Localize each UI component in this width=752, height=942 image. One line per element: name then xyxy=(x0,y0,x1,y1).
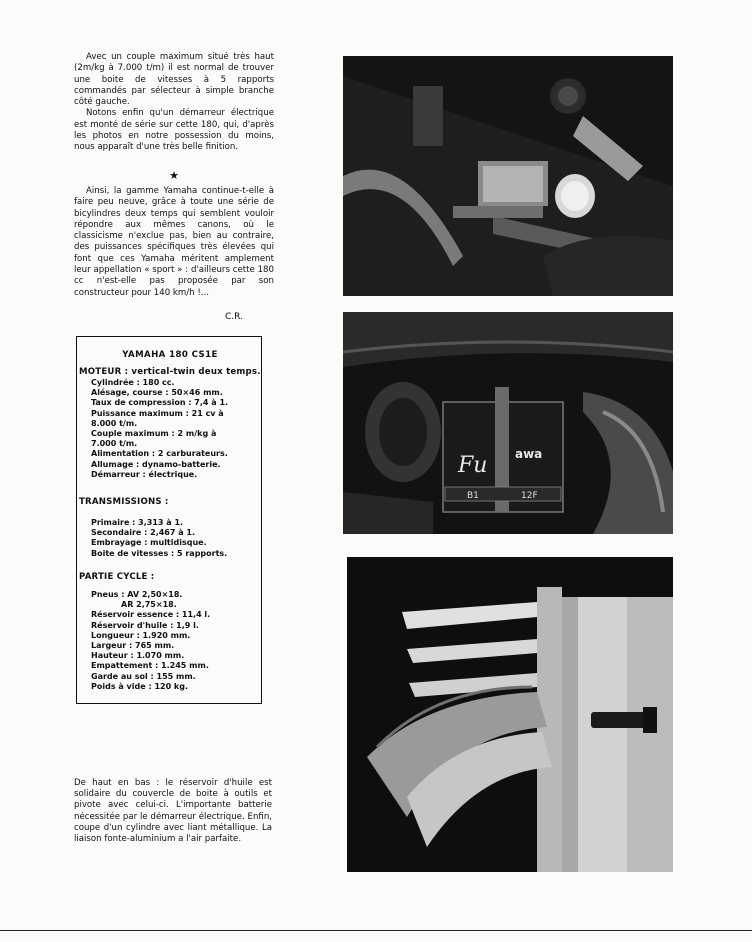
separator-star: ★ xyxy=(169,169,179,182)
spec-line: AR 2,75×18. xyxy=(121,600,177,610)
specs-heading-transmissions: TRANSMISSIONS : xyxy=(79,497,169,507)
spec-line: Empattement : 1.245 mm. xyxy=(91,661,209,671)
spec-line: Pneus : AV 2,50×18. xyxy=(91,590,183,599)
spec-line: Secondaire : 2,467 à 1. xyxy=(91,528,196,538)
article-text-top xyxy=(74,52,274,154)
spec-line: Couple maximum : 2 m/kg à xyxy=(91,429,217,439)
specs-heading-moteur: MOTEUR : vertical-twin deux temps. xyxy=(79,367,261,377)
spec-line: Alésage, course : 50×46 mm. xyxy=(91,388,223,398)
battery-brand-left: Fu xyxy=(458,453,488,478)
specs-box xyxy=(76,336,262,704)
spec-line: Allumage : dynamo-batterie. xyxy=(91,459,221,469)
spec-line: Hauteur : 1.070 mm. xyxy=(91,651,185,661)
spec-line: Primaire : 3,313 à 1. xyxy=(91,518,184,527)
photo-battery xyxy=(343,312,673,534)
photo-oil-tank xyxy=(343,56,673,296)
spec-line: Alimentation : 2 carburateurs. xyxy=(91,449,228,459)
spec-line: Garde au sol : 155 mm. xyxy=(91,671,196,681)
paragraph-2: Notons enfin qu'un démarreur électrique est monté de série sur cette 180, qui, d'après les photos en notre possession du moins, nous apparaît d'une très belle finition. xyxy=(74,108,274,153)
battery-code-left: B1 xyxy=(467,491,479,501)
photo-cylinder-drawing xyxy=(347,557,673,872)
specs-heading-partie-cycle: PARTIE CYCLE : xyxy=(79,572,155,582)
specs-list-transmissions xyxy=(91,518,267,559)
spec-line: Réservoir essence : 11,4 l. xyxy=(91,610,211,620)
spec-line: Boite de vitesses : 5 rapports. xyxy=(91,548,228,558)
paragraph-1: Avec un couple maximum situé très haut (2m/kg à 7.000 t/m) il est normal de trouver une boite de vitesses à 5 rapports commandés par sélecteur à simple branche côté gauche. xyxy=(74,52,274,108)
page-bottom-edge xyxy=(0,930,752,931)
spec-line: Démarreur : électrique. xyxy=(91,469,198,479)
battery-brand-right: awa xyxy=(515,447,543,461)
signature: C.R. xyxy=(225,312,243,322)
spec-line: Embrayage : multidisque. xyxy=(91,538,207,548)
specs-list-partie-cycle xyxy=(91,590,267,692)
spec-line: Poids à vide : 120 kg. xyxy=(91,681,189,691)
spec-line: Cylindrée : 180 cc. xyxy=(91,378,175,387)
photo-caption: De haut en bas : le réservoir d'huile est solidaire du couvercle de boite à outils et pivote avec celui-ci. L'importante batterie nécessitée par le démarreur électrique. Enfin, coupe d'un cylindre avec liant métallique. La liaison fonte-aluminium a l'air parfaite. xyxy=(74,778,272,845)
spec-line: 7.000 t/m. xyxy=(91,439,138,449)
paragraph-3: Ainsi, la gamme Yamaha continue-t-elle à faire peu neuve, grâce à toute une série de bicylindres deux temps qui semblent vouloir répondre aux mêmes canons, où le classicisme n'exclue pas, bien au contraire, des puissances spécifiques très élevées qui font que ces Yamaha méritent amplement leur appellation « sport » : d'ailleurs cette 180 cc n'est-elle pas proposée par son constructeur pour 140 km/h !... xyxy=(74,186,274,298)
spec-line: Réservoir d'huile : 1,9 l. xyxy=(91,620,199,630)
spec-line: Puissance maximum : 21 cv à xyxy=(91,408,224,418)
photo-oil-tank-drawing xyxy=(343,56,673,296)
article-text-bottom xyxy=(74,186,274,299)
specs-list-moteur xyxy=(91,378,267,480)
spec-line: Longueur : 1.920 mm. xyxy=(91,630,191,640)
photo-battery-drawing xyxy=(343,312,673,534)
spec-line: Largeur : 765 mm. xyxy=(91,641,175,651)
battery-code-right: 12F xyxy=(521,491,538,501)
photo-cylinder-section xyxy=(347,557,673,872)
specs-title: YAMAHA 180 CS1E xyxy=(122,350,218,360)
spec-line: Taux de compression : 7,4 à 1. xyxy=(91,398,229,408)
spec-line: 8.000 t/m. xyxy=(91,418,138,428)
